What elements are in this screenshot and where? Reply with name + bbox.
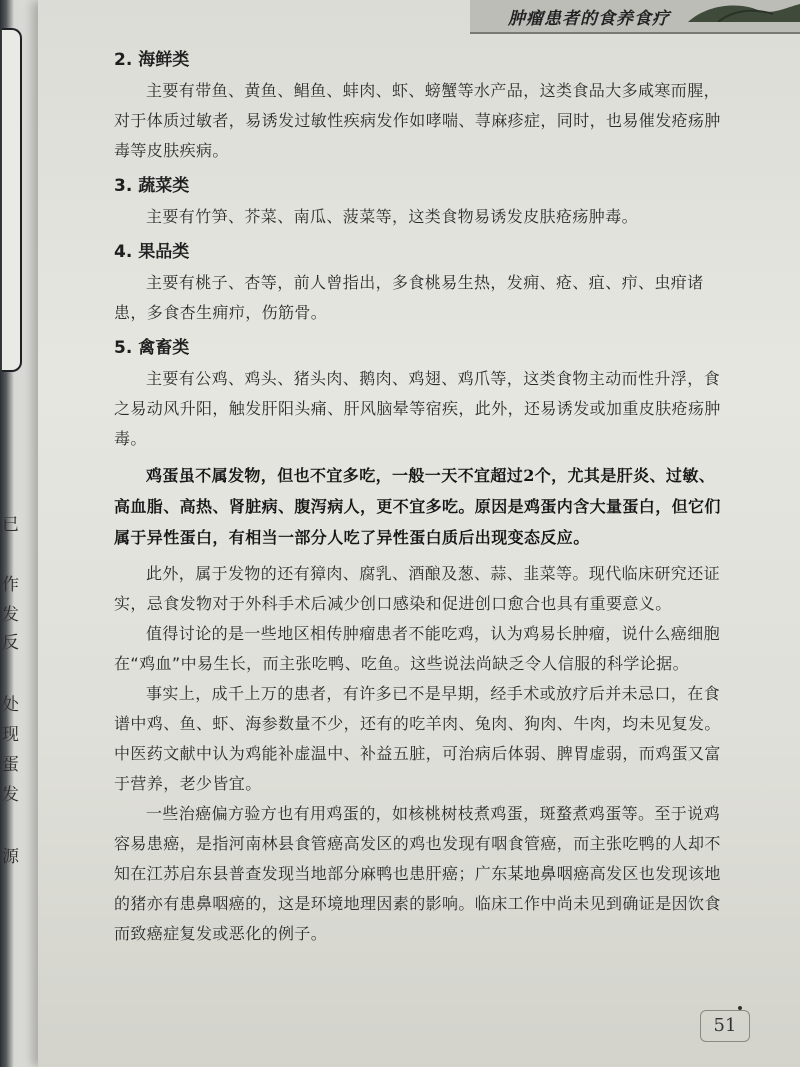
facing-char: 发 [2,785,19,805]
facing-char: 蛋 [2,755,19,775]
binder-tab [2,28,22,372]
bold-note-paragraph: 鸡蛋虽不属发物，但也不宜多吃，一般一天不宜超过2个，尤其是肝炎、过敏、高血脂、高热、肾脏病、腹泻病人，更不宜多吃。原因是鸡蛋内含大量蛋白，但它们属于异性蛋白，有相当一部分人吃了异性蛋白质后出现变态反应。 [114,466,721,547]
facing-char: 反 [2,633,19,653]
section-title: 蔬菜类 [138,176,190,196]
body-paragraph: 主要有带鱼、黄鱼、鲳鱼、蚌肉、虾、螃蟹等水产品，这类食品大多咸寒而腥，对于体质过敏者，易诱发过敏性疾病发作如哮喘、荨麻疹症，同时，也易催发疮疡肿毒等皮肤疾病。 [114,81,721,160]
section-number: 5. [114,338,133,358]
facing-char: 现 [2,725,19,745]
section-heading [114,174,726,198]
body-paragraph: 主要有竹笋、芥菜、南瓜、菠菜等，这类食物易诱发皮肤疮疡肿毒。 [146,207,639,226]
section-heading [114,240,726,264]
page-body [114,40,726,949]
page-number: 51 [700,1010,750,1042]
body-paragraph: 值得讨论的是一些地区相传肿瘤患者不能吃鸡，认为鸡易长肿瘤，说什么癌细胞在“鸡血”中易生长，而主张吃鸭、吃鱼。这些说法尚缺乏令人信服的科学论据。 [114,624,721,673]
running-header-title: 肿瘤患者的食养食疗 [508,9,670,29]
section-title: 果品类 [138,242,190,262]
facing-char: 作 [2,575,19,595]
section-heading [114,336,726,360]
facing-char: 发 [2,605,19,625]
body-paragraph: 事实上，成千上万的患者，有许多已不是早期，经手术或放疗后并未忌口，在食谱中鸡、鱼、虾、海参数量不少，还有的吃羊肉、兔肉、狗肉、牛肉，均未见复发。中医药文献中认为鸡能补虚温中、补益五脏，可治病后体弱、脾胃虚弱，而鸡蛋又富于营养，老少皆宜。 [114,684,721,793]
body-paragraph: 一些治癌偏方验方也有用鸡蛋的，如核桃树枝煮鸡蛋，斑蝥煮鸡蛋等。至于说鸡容易患癌，是指河南林县食管癌高发区的鸡也发现有咽食管癌，而主张吃鸭的人却不知在江苏启东县普查发现当地部分麻鸭也患肝癌；广东某地鼻咽癌高发区也发现该地的猪亦有患鼻咽癌的，这是环境地理因素的影响。临床工作中尚未见到确证是因饮食而致癌症复发或恶化的例子。 [114,804,721,943]
section-heading [114,48,726,72]
facing-char: 源 [2,847,19,867]
body-paragraph: 主要有桃子、杏等，前人曾指出，多食桃易生热，发痈、疮、疽、疖、虫疳诸患，多食杏生痈疖，伤筋骨。 [114,273,704,322]
facing-char: 处 [2,695,19,715]
section-number: 4. [114,242,133,262]
header-ornament-icon [678,0,800,22]
book-page [38,0,800,1067]
body-paragraph: 此外，属于发物的还有獐肉、腐乳、酒酿及葱、蒜、韭菜等。现代临床研究还证实，忌食发物对于外科手术后减少创口感染和促进创口愈合也具有重要意义。 [114,564,721,613]
facing-char: 已 [2,515,19,535]
section-title: 海鲜类 [138,50,190,70]
body-paragraph: 主要有公鸡、鸡头、猪头肉、鹅肉、鸡翅、鸡爪等，这类食物主动而性升浮，食之易动风升阳，触发肝阳头痛、肝风脑晕等宿疾，此外，还易诱发或加重皮肤疮疡肿毒。 [114,369,721,448]
section-number: 2. [114,50,133,70]
section-title: 禽畜类 [138,338,190,358]
section-number: 3. [114,176,133,196]
